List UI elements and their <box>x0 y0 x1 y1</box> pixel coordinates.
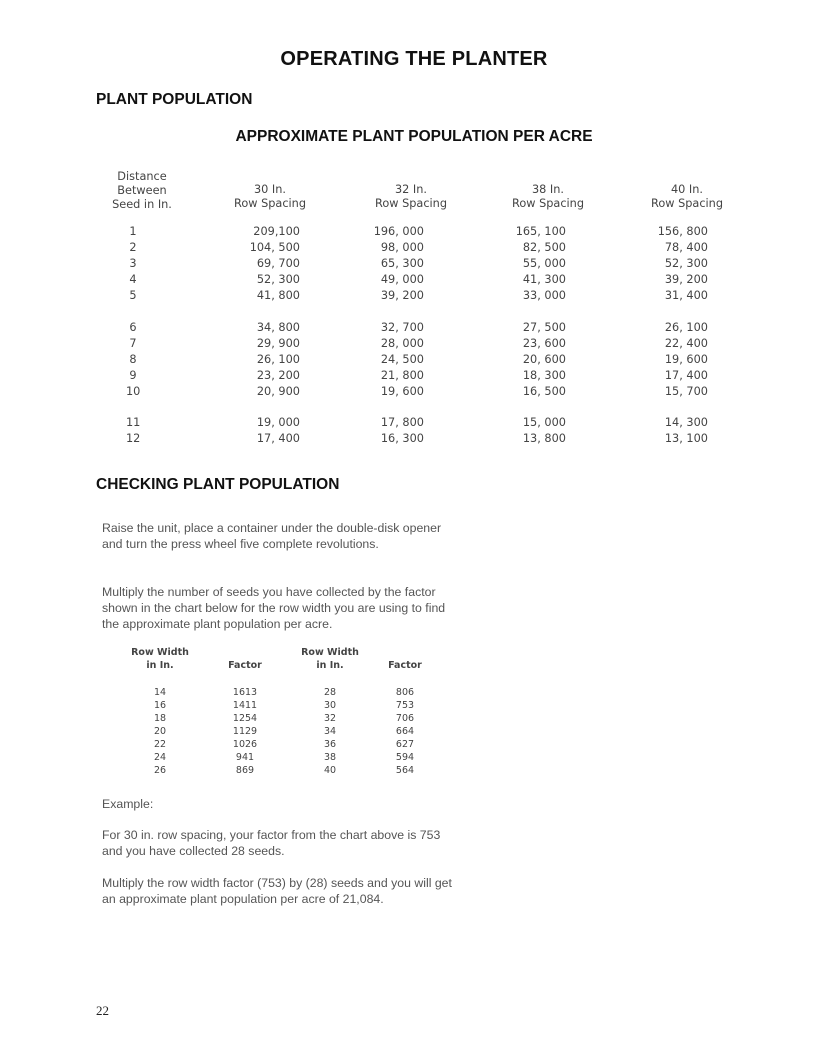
header-factor-2: Factor <box>388 660 422 671</box>
cell-row-width-2: 32 <box>323 713 337 724</box>
header-row-width-line1: Row Width <box>131 647 189 658</box>
example-label: Example: <box>102 797 154 811</box>
cell-distance: 6 <box>129 321 137 334</box>
cell-38: 13, 800 <box>522 432 566 445</box>
cell-distance: 1 <box>129 225 137 238</box>
cell-factor: 1411 <box>232 700 258 711</box>
cell-30: 69, 700 <box>256 257 300 270</box>
cell-38: 18, 300 <box>522 369 566 382</box>
cell-factor: 1613 <box>232 687 258 698</box>
header-distance-line2: Between <box>117 184 167 197</box>
cell-row-width: 18 <box>153 713 167 724</box>
cell-30: 20, 900 <box>256 385 300 398</box>
cell-40: 17, 400 <box>664 369 708 382</box>
plant-population-heading: PLANT POPULATION <box>96 91 253 108</box>
cell-30: 34, 800 <box>256 321 300 334</box>
cell-40: 26, 100 <box>664 321 708 334</box>
cell-32: 49, 000 <box>380 273 424 286</box>
checking-population-heading: CHECKING PLANT POPULATION <box>96 476 340 493</box>
cell-row-width-2: 36 <box>323 739 337 750</box>
cell-32: 98, 000 <box>380 241 424 254</box>
cell-30: 19, 000 <box>256 416 300 429</box>
page-number: 22 <box>96 1003 109 1018</box>
cell-32: 39, 200 <box>380 289 424 302</box>
cell-32: 16, 300 <box>380 432 424 445</box>
cell-38: 15, 000 <box>522 416 566 429</box>
cell-distance: 4 <box>129 273 137 286</box>
cell-row-width: 20 <box>153 726 167 737</box>
page-title: OPERATING THE PLANTER <box>280 48 548 70</box>
cell-30: 41, 800 <box>256 289 300 302</box>
cell-30: 26, 100 <box>256 353 300 366</box>
cell-30: 209,100 <box>253 225 300 238</box>
example-paragraph-2: Multiply the row width factor (753) by (28) seeds and you will get an approximate plant population per acre of 21,084. <box>102 876 452 906</box>
cell-factor: 1026 <box>232 739 258 750</box>
header-row-width-2 <box>290 646 370 672</box>
example-paragraph-1: For 30 in. row spacing, your factor from the chart above is 753 and you have collected 28 seeds. <box>102 828 441 858</box>
header-38-line2: Row Spacing <box>511 197 585 210</box>
cell-distance: 10 <box>126 385 141 398</box>
cell-factor-2: 627 <box>395 739 415 750</box>
cell-distance: 2 <box>129 241 137 254</box>
cell-38: 55, 000 <box>522 257 566 270</box>
header-40-in <box>637 183 737 211</box>
header-factor: Factor <box>228 660 262 671</box>
cell-distance: 11 <box>126 416 141 429</box>
header-row-width-line2: in In. <box>146 660 174 671</box>
cell-32: 196, 000 <box>373 225 424 238</box>
cell-distance: 9 <box>129 369 137 382</box>
cell-40: 78, 400 <box>664 241 708 254</box>
cell-40: 39, 200 <box>664 273 708 286</box>
cell-38: 20, 600 <box>522 353 566 366</box>
cell-30: 29, 900 <box>256 337 300 350</box>
cell-40: 14, 300 <box>664 416 708 429</box>
cell-38: 165, 100 <box>515 225 566 238</box>
cell-row-width-2: 30 <box>323 700 337 711</box>
cell-factor: 941 <box>235 752 255 763</box>
cell-38: 41, 300 <box>522 273 566 286</box>
cell-factor: 1254 <box>232 713 258 724</box>
cell-32: 28, 000 <box>380 337 424 350</box>
cell-40: 19, 600 <box>664 353 708 366</box>
cell-factor: 1129 <box>232 726 258 737</box>
cell-factor-2: 594 <box>395 752 415 763</box>
cell-factor-2: 706 <box>395 713 415 724</box>
cell-38: 23, 600 <box>522 337 566 350</box>
cell-factor-2: 806 <box>395 687 415 698</box>
cell-distance: 8 <box>129 353 137 366</box>
cell-distance: 5 <box>129 289 137 302</box>
header-30-line1: 30 In. <box>253 183 287 196</box>
instruction-paragraph-1: Raise the unit, place a container under the double-disk opener and turn the press wheel five complete revolutions. <box>102 521 442 551</box>
cell-distance: 3 <box>129 257 137 270</box>
instruction-paragraph-2: Multiply the number of seeds you have collected by the factor shown in the chart below for the row width you are using to find the approximate plant population per acre. <box>102 585 446 631</box>
cell-40: 15, 700 <box>664 385 708 398</box>
population-table-title: APPROXIMATE PLANT POPULATION PER ACRE <box>235 128 593 145</box>
cell-30: 52, 300 <box>256 273 300 286</box>
cell-32: 17, 800 <box>380 416 424 429</box>
cell-distance: 12 <box>126 432 141 445</box>
header-row-width <box>120 646 200 672</box>
cell-40: 13, 100 <box>664 432 708 445</box>
cell-30: 23, 200 <box>256 369 300 382</box>
header-38-line1: 38 In. <box>531 183 565 196</box>
cell-38: 82, 500 <box>522 241 566 254</box>
cell-38: 33, 000 <box>522 289 566 302</box>
cell-row-width-2: 40 <box>323 765 337 776</box>
cell-row-width: 22 <box>153 739 167 750</box>
cell-row-width-2: 28 <box>323 687 337 698</box>
header-distance <box>104 170 180 212</box>
cell-30: 17, 400 <box>256 432 300 445</box>
header-38-in <box>498 183 598 211</box>
cell-distance: 7 <box>129 337 137 350</box>
header-distance-line1: Distance <box>117 170 167 183</box>
cell-row-width-2: 38 <box>323 752 337 763</box>
cell-32: 21, 800 <box>380 369 424 382</box>
cell-row-width: 26 <box>153 765 167 776</box>
cell-row-width: 16 <box>153 700 167 711</box>
cell-40: 31, 400 <box>664 289 708 302</box>
cell-40: 22, 400 <box>664 337 708 350</box>
header-30-line2: Row Spacing <box>233 197 307 210</box>
header-distance-line3: Seed in In. <box>112 198 172 211</box>
cell-factor: 869 <box>235 765 255 776</box>
cell-38: 27, 500 <box>522 321 566 334</box>
header-40-line2: Row Spacing <box>650 197 724 210</box>
cell-factor-2: 753 <box>395 700 415 711</box>
cell-32: 24, 500 <box>380 353 424 366</box>
cell-factor-2: 664 <box>395 726 415 737</box>
cell-38: 16, 500 <box>522 385 566 398</box>
cell-40: 156, 800 <box>657 225 708 238</box>
cell-row-width-2: 34 <box>323 726 337 737</box>
cell-30: 104, 500 <box>249 241 300 254</box>
cell-row-width: 24 <box>153 752 167 763</box>
header-row-width-2-line2: in In. <box>316 660 344 671</box>
header-row-width-2-line1: Row Width <box>301 647 359 658</box>
cell-32: 65, 300 <box>380 257 424 270</box>
cell-32: 32, 700 <box>380 321 424 334</box>
header-40-line1: 40 In. <box>670 183 704 196</box>
cell-factor-2: 564 <box>395 765 415 776</box>
cell-32: 19, 600 <box>380 385 424 398</box>
cell-40: 52, 300 <box>664 257 708 270</box>
header-32-line2: Row Spacing <box>374 197 448 210</box>
header-30-in <box>220 183 320 211</box>
header-32-in <box>361 183 461 211</box>
cell-row-width: 14 <box>153 687 167 698</box>
header-32-line1: 32 In. <box>394 183 428 196</box>
